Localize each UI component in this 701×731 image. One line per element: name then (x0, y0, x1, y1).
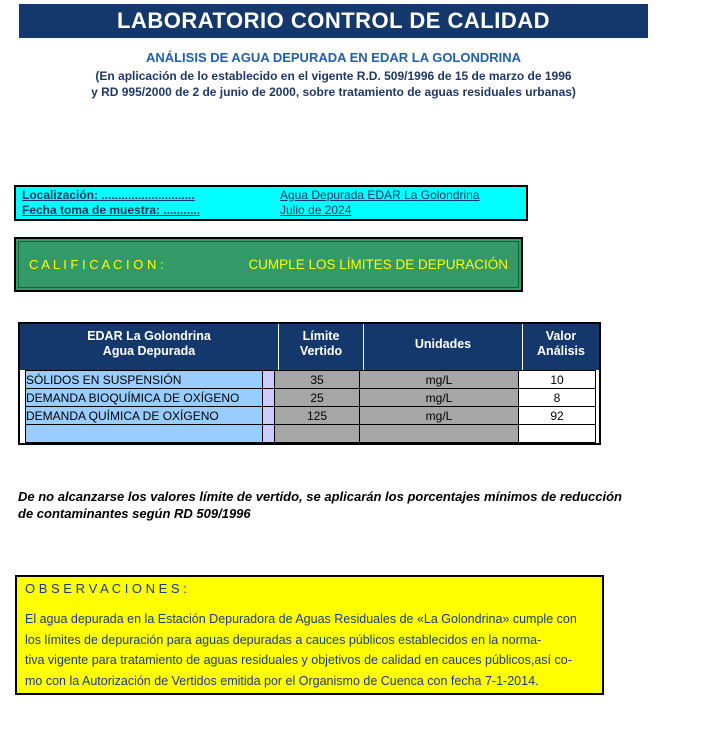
limit-cell: 25 (275, 389, 360, 407)
observations-line4: mo con la Autorización de Vertidos emitida por el Organismo de Cuenca con fecha 7-1-2014. (25, 673, 539, 688)
lavender-strip (263, 389, 275, 407)
reduction-note-line2: de contaminantes según RD 509/1996 (18, 506, 251, 521)
units-cell: mg/L (360, 389, 519, 407)
sample-date-value: Julio de 2024 (280, 203, 352, 217)
value-cell: 10 (519, 371, 596, 389)
value-cell (519, 425, 596, 443)
observations-box (15, 575, 604, 695)
location-value: Agua Depurada EDAR La Golondrina (280, 188, 480, 202)
header-units-label: Unidades (414, 337, 472, 351)
qualification-box (14, 237, 523, 292)
units-cell: mg/L (360, 371, 519, 389)
qualification-value: CUMPLE LOS LÍMITES DE DEPURACIÓN (248, 257, 508, 272)
title-bar (19, 4, 648, 38)
observations-text (25, 609, 594, 691)
header-value-line2: Análisis (537, 344, 585, 358)
table-row (26, 371, 596, 389)
report-subtitle: ANÁLISIS DE AGUA DEPURADA EN EDAR LA GOLONDRINA (145, 50, 522, 65)
units-cell (360, 425, 519, 443)
header-parameter-line2: Agua Depurada (102, 344, 196, 358)
param-cell: SÓLIDOS EN SUSPENSIÓN (26, 371, 263, 389)
sample-info-box (14, 185, 528, 221)
legal-note (19, 68, 648, 100)
header-parameter-line1: EDAR La Golondrina (87, 329, 211, 343)
observations-title: O B S E R V A C I O N E S : (25, 581, 187, 596)
header-limit-line1: Límite (302, 329, 340, 343)
qualification-inner (18, 241, 519, 288)
limit-cell: 125 (275, 407, 360, 425)
observations-line3: tiva vigente para tratamiento de aguas residuales y objetivos de calidad en cauces públicos,así co- (25, 653, 572, 667)
page-title: LABORATORIO CONTROL DE CALIDAD (117, 8, 550, 33)
lavender-strip (263, 371, 275, 389)
header-cell-units (364, 324, 523, 370)
header-cell-limit (279, 324, 364, 370)
location-row (22, 188, 526, 203)
location-label: Localización: ............................ (22, 188, 195, 202)
param-cell: DEMANDA BIOQUÍMICA DE OXÍGENO (26, 389, 263, 407)
header-value-line1: Valor (545, 329, 577, 343)
reduction-note-line1: De no alcanzarse los valores límite de vertido, se aplicarán los porcentajes mínimos de reducción (18, 489, 622, 504)
limit-cell: 35 (275, 371, 360, 389)
header-limit-line2: Vertido (299, 344, 343, 358)
observations-line2: los límites de depuración para aguas depuradas a cauces públicos establecidos en la norma- (25, 632, 542, 647)
results-table (18, 322, 601, 445)
header-cell-value (523, 324, 599, 370)
table-row-empty (26, 425, 596, 443)
legal-line-1: (En aplicación de lo establecido en el vigente R.D. 509/1996 de 15 de marzo de 1996 (95, 69, 572, 83)
qualification-label: C A L I F I C A C I O N : (29, 257, 164, 272)
table-row (26, 407, 596, 425)
observations-line1: El agua depurada en la Estación Depuradora de Aguas Residuales de «La Golondrina» cumple con (25, 612, 577, 626)
results-table-body (20, 370, 599, 443)
param-cell: DEMANDA QUÍMICA DE OXÍGENO (26, 407, 263, 425)
limit-cell (275, 425, 360, 443)
table-row (26, 389, 596, 407)
lavender-strip (263, 425, 275, 443)
value-cell: 8 (519, 389, 596, 407)
results-table-header (20, 324, 599, 370)
header-cell-parameter (20, 324, 279, 370)
reduction-note (18, 488, 678, 522)
param-cell (26, 425, 263, 443)
value-cell: 92 (519, 407, 596, 425)
lavender-strip (263, 407, 275, 425)
sample-date-label: Fecha toma de muestra: ........... (22, 203, 201, 217)
sample-date-row (22, 203, 526, 218)
legal-line-2: y RD 995/2000 de 2 de junio de 2000, sobre tratamiento de aguas residuales urbanas) (91, 85, 576, 99)
units-cell: mg/L (360, 407, 519, 425)
